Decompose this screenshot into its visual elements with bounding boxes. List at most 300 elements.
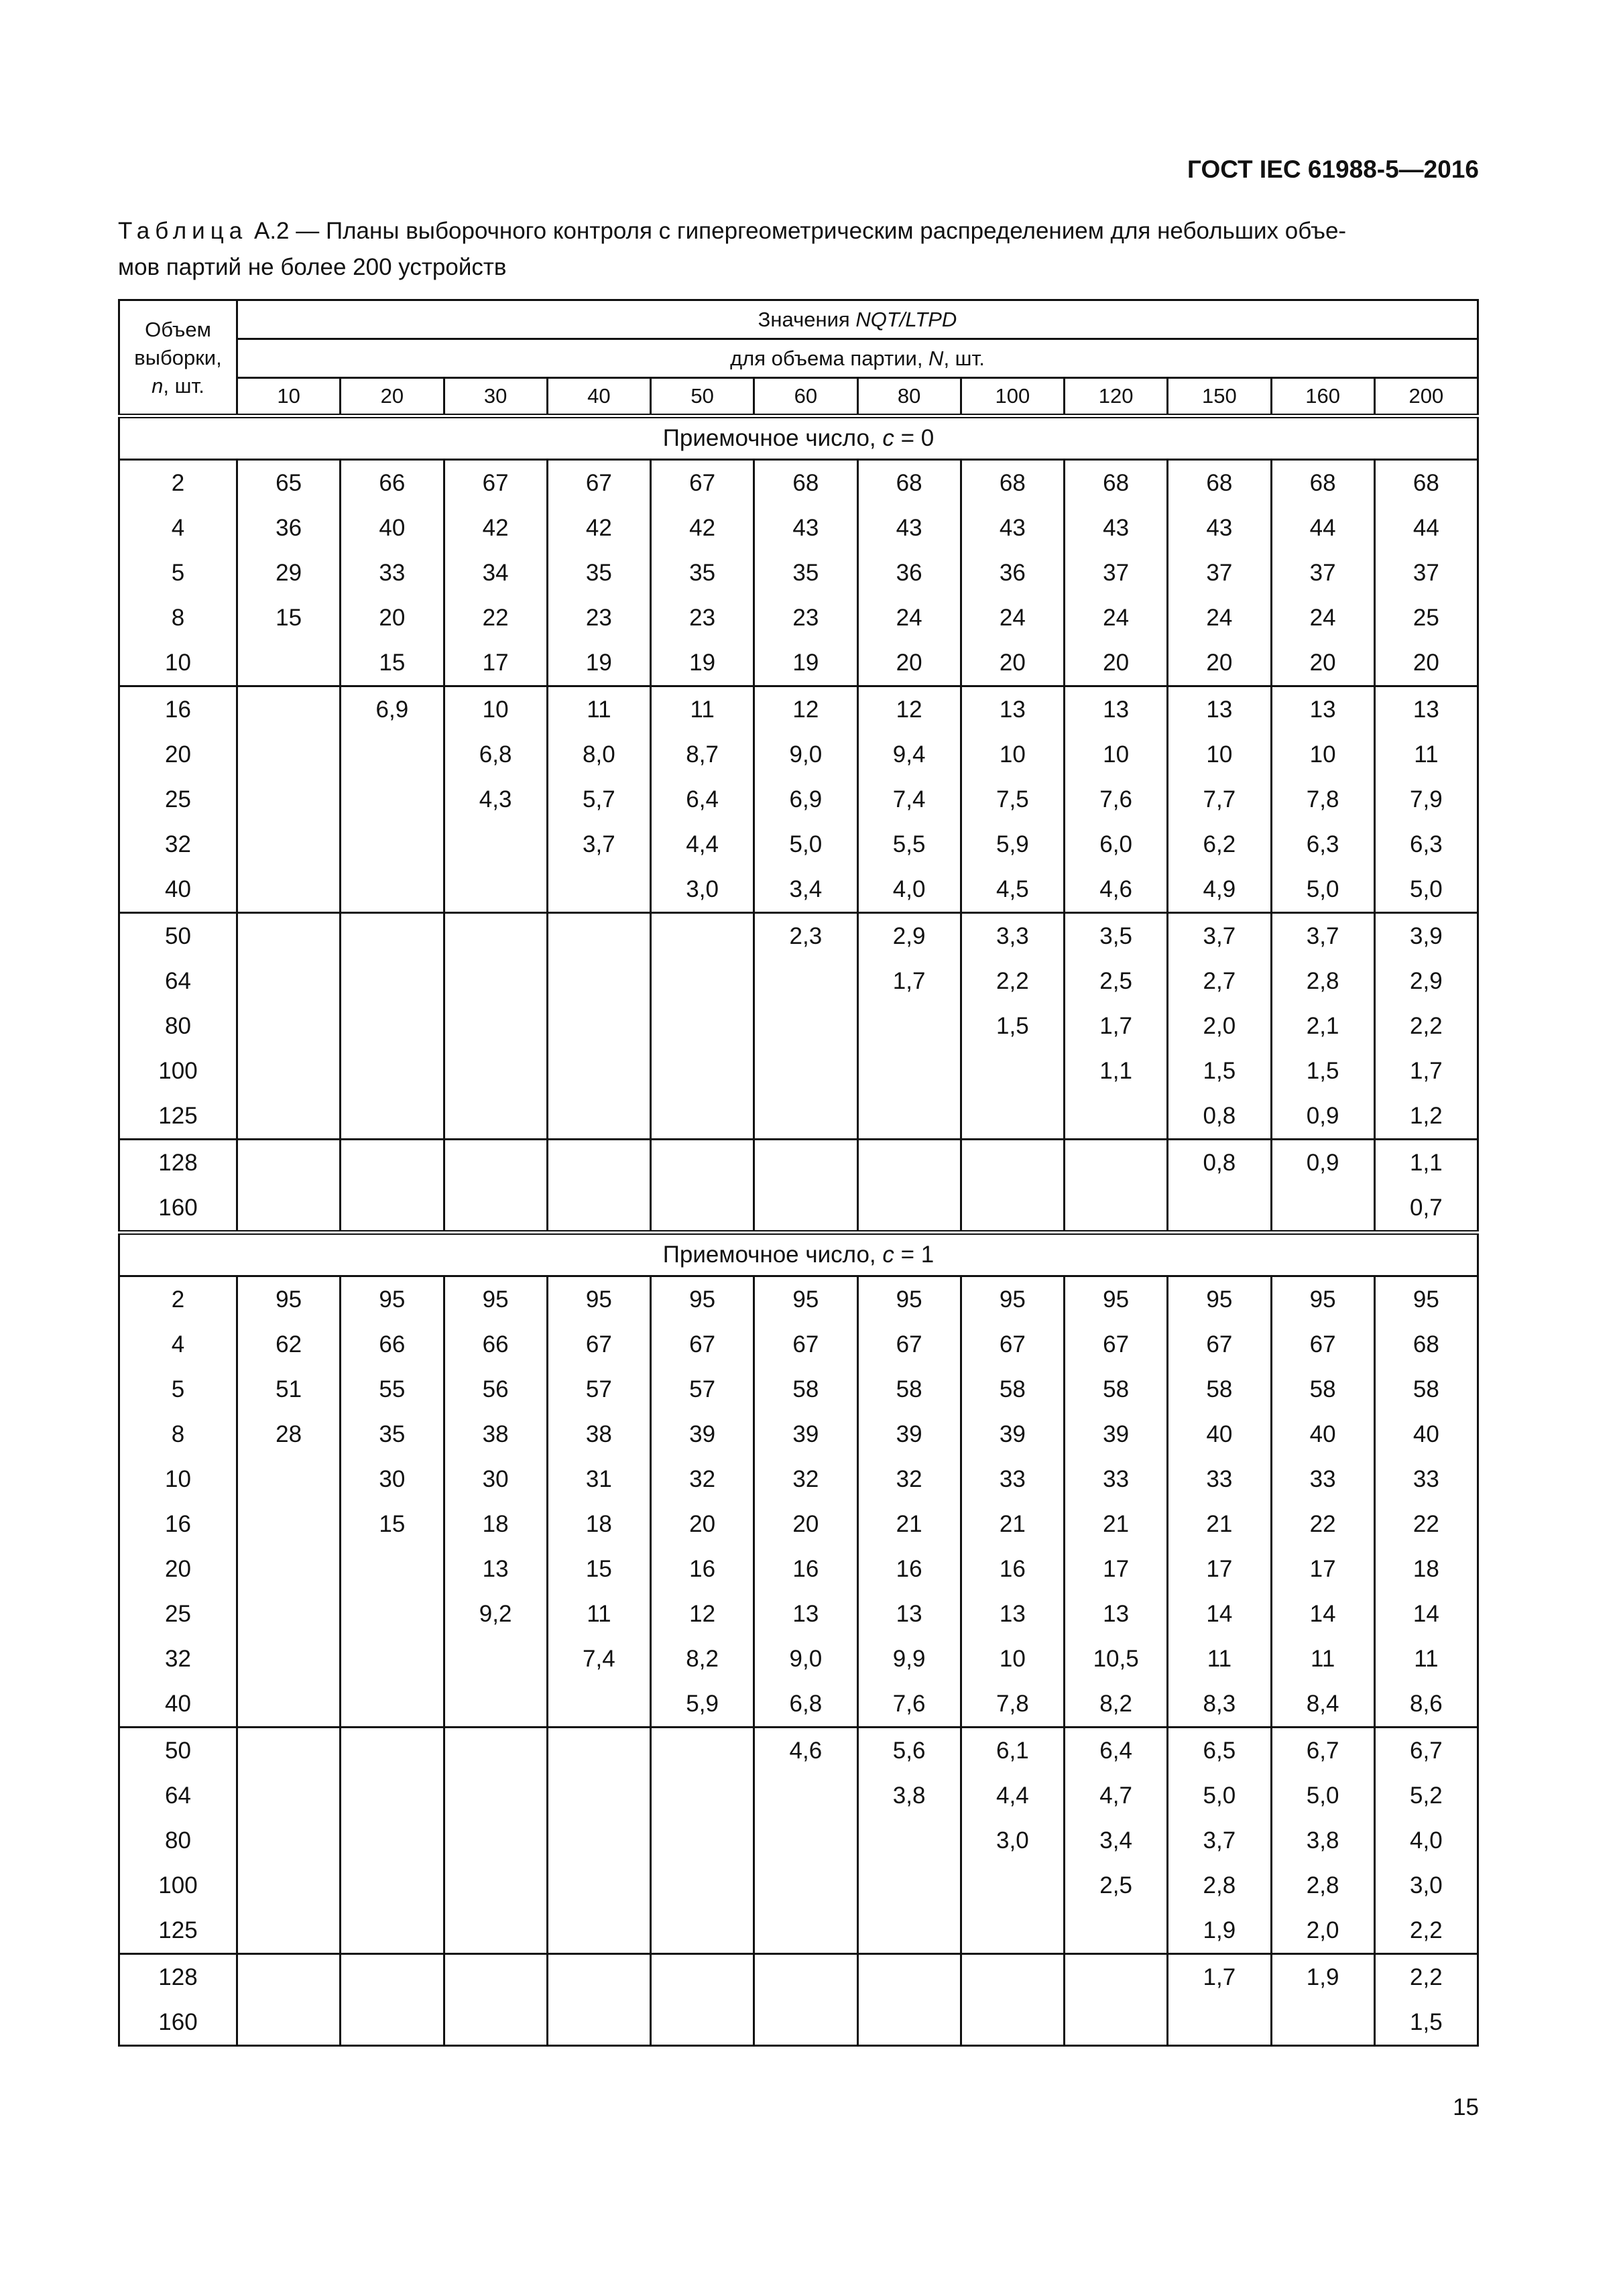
value-cell: 1,5 xyxy=(1168,1048,1271,1093)
value-cell: 13 xyxy=(444,1547,547,1591)
sample-size-cell: 64 xyxy=(119,959,237,1004)
value-cell: 5,5 xyxy=(857,822,961,867)
value-cell xyxy=(444,1773,547,1818)
value-cell xyxy=(341,1547,444,1591)
value-cell: 58 xyxy=(961,1367,1064,1412)
value-cell xyxy=(547,959,650,1004)
value-cell: 68 xyxy=(857,460,961,506)
value-cell: 13 xyxy=(857,1591,961,1636)
sample-size-cell: 5 xyxy=(119,1367,237,1412)
value-cell: 35 xyxy=(651,550,754,595)
sample-size-cell: 40 xyxy=(119,1681,237,1728)
value-cell: 51 xyxy=(237,1367,341,1412)
value-cell: 2,9 xyxy=(1374,959,1478,1004)
value-cell: 1,5 xyxy=(1271,1048,1374,1093)
sample-size-cell: 128 xyxy=(119,1140,237,1186)
values-group-header xyxy=(237,300,1478,339)
table-row xyxy=(119,732,1478,777)
value-cell xyxy=(444,1185,547,1233)
value-cell: 43 xyxy=(754,505,857,550)
table-row xyxy=(119,1773,1478,1818)
value-cell: 4,7 xyxy=(1065,1773,1168,1818)
value-cell: 2,5 xyxy=(1065,959,1168,1004)
sampling-plans-table-wrapper xyxy=(118,299,1479,2047)
value-cell: 67 xyxy=(961,1322,1064,1367)
value-cell: 3,3 xyxy=(961,913,1064,959)
value-cell: 42 xyxy=(651,505,754,550)
value-cell xyxy=(341,1591,444,1636)
sample-size-cell: 128 xyxy=(119,1954,237,2000)
value-cell: 39 xyxy=(651,1412,754,1457)
sample-size-cell: 16 xyxy=(119,1502,237,1547)
value-cell: 10 xyxy=(444,686,547,733)
value-cell: 11 xyxy=(547,1591,650,1636)
value-cell xyxy=(341,1004,444,1048)
value-cell xyxy=(237,913,341,959)
value-cell: 7,6 xyxy=(857,1681,961,1728)
value-cell: 43 xyxy=(857,505,961,550)
value-cell xyxy=(547,867,650,913)
value-cell: 0,9 xyxy=(1271,1140,1374,1186)
value-cell: 55 xyxy=(341,1367,444,1412)
value-cell: 1,7 xyxy=(1374,1048,1478,1093)
table-row xyxy=(119,1048,1478,1093)
value-cell: 22 xyxy=(1374,1502,1478,1547)
value-cell: 6,4 xyxy=(651,777,754,822)
value-cell xyxy=(444,1681,547,1728)
value-cell xyxy=(1271,1185,1374,1233)
value-cell xyxy=(444,913,547,959)
section-title-suffix: = 0 xyxy=(894,425,935,451)
table-row xyxy=(119,1457,1478,1502)
value-cell: 32 xyxy=(754,1457,857,1502)
value-cell: 23 xyxy=(547,595,650,640)
value-cell: 38 xyxy=(444,1412,547,1457)
stub-header xyxy=(119,300,237,416)
sample-size-cell: 80 xyxy=(119,1004,237,1048)
value-cell: 2,0 xyxy=(1168,1004,1271,1048)
value-cell: 4,6 xyxy=(754,1728,857,1774)
stub-header-line1: Объем xyxy=(145,318,211,341)
value-cell xyxy=(754,1773,857,1818)
value-cell: 37 xyxy=(1168,550,1271,595)
sample-size-cell: 20 xyxy=(119,732,237,777)
value-cell xyxy=(237,1004,341,1048)
value-cell xyxy=(547,1773,650,1818)
table-row xyxy=(119,460,1478,506)
value-cell xyxy=(341,2000,444,2046)
value-cell: 18 xyxy=(444,1502,547,1547)
value-cell: 66 xyxy=(341,1322,444,1367)
value-cell: 2,0 xyxy=(1271,1908,1374,1954)
value-cell xyxy=(341,1818,444,1863)
sample-size-cell: 2 xyxy=(119,460,237,506)
value-cell: 6,5 xyxy=(1168,1728,1271,1774)
value-cell xyxy=(341,1728,444,1774)
value-cell: 5,2 xyxy=(1374,1773,1478,1818)
table-row xyxy=(119,505,1478,550)
value-cell: 58 xyxy=(1271,1367,1374,1412)
value-cell: 95 xyxy=(237,1276,341,1323)
value-cell: 37 xyxy=(1271,550,1374,595)
value-cell: 38 xyxy=(547,1412,650,1457)
value-cell xyxy=(341,1140,444,1186)
value-cell xyxy=(961,1185,1064,1233)
value-cell: 7,4 xyxy=(547,1636,650,1681)
value-cell xyxy=(754,1863,857,1908)
value-cell: 13 xyxy=(754,1591,857,1636)
value-cell: 3,9 xyxy=(1374,913,1478,959)
table-body xyxy=(119,416,1478,2046)
value-cell: 11 xyxy=(1374,732,1478,777)
value-cell xyxy=(237,1185,341,1233)
value-cell xyxy=(1065,1908,1168,1954)
table-row xyxy=(119,1591,1478,1636)
value-cell: 2,2 xyxy=(961,959,1064,1004)
value-cell: 15 xyxy=(547,1547,650,1591)
value-cell xyxy=(444,1863,547,1908)
value-cell xyxy=(754,1908,857,1954)
stub-header-var: n xyxy=(152,374,164,398)
value-cell xyxy=(754,1048,857,1093)
value-cell: 9,0 xyxy=(754,732,857,777)
value-cell: 8,3 xyxy=(1168,1681,1271,1728)
section-title-suffix: = 1 xyxy=(894,1242,935,1268)
table-row xyxy=(119,1322,1478,1367)
value-cell xyxy=(237,686,341,733)
value-cell: 14 xyxy=(1374,1591,1478,1636)
value-cell xyxy=(341,1048,444,1093)
value-cell: 19 xyxy=(651,640,754,686)
sample-size-cell: 50 xyxy=(119,913,237,959)
value-cell: 33 xyxy=(1065,1457,1168,1502)
value-cell: 11 xyxy=(1271,1636,1374,1681)
value-cell: 1,5 xyxy=(1374,2000,1478,2046)
value-cell xyxy=(237,1140,341,1186)
value-cell: 58 xyxy=(1168,1367,1271,1412)
value-cell xyxy=(754,1954,857,2000)
value-cell xyxy=(1168,2000,1271,2046)
value-cell: 22 xyxy=(444,595,547,640)
value-cell xyxy=(341,1954,444,2000)
lot-size-header xyxy=(237,339,1478,378)
value-cell: 10,5 xyxy=(1065,1636,1168,1681)
table-row xyxy=(119,777,1478,822)
value-cell xyxy=(961,1908,1064,1954)
table-row xyxy=(119,822,1478,867)
value-cell xyxy=(444,1728,547,1774)
value-cell xyxy=(237,640,341,686)
value-cell xyxy=(237,777,341,822)
value-cell: 1,1 xyxy=(1065,1048,1168,1093)
value-cell xyxy=(547,913,650,959)
value-cell xyxy=(857,1093,961,1140)
value-cell: 0,8 xyxy=(1168,1140,1271,1186)
value-cell: 95 xyxy=(857,1276,961,1323)
value-cell xyxy=(754,959,857,1004)
value-cell: 2,1 xyxy=(1271,1004,1374,1048)
lot-size-column-header: 160 xyxy=(1271,378,1374,416)
value-cell xyxy=(237,1591,341,1636)
value-cell: 20 xyxy=(961,640,1064,686)
value-cell: 2,2 xyxy=(1374,1908,1478,1954)
value-cell xyxy=(341,959,444,1004)
value-cell: 68 xyxy=(1271,460,1374,506)
value-cell: 67 xyxy=(547,1322,650,1367)
value-cell xyxy=(237,1908,341,1954)
value-cell: 95 xyxy=(1271,1276,1374,1323)
value-cell xyxy=(444,1818,547,1863)
value-cell xyxy=(237,2000,341,2046)
lot-size-column-header: 10 xyxy=(237,378,341,416)
value-cell: 67 xyxy=(1271,1322,1374,1367)
lot-size-column-header: 120 xyxy=(1065,378,1168,416)
table-row xyxy=(119,1954,1478,2000)
value-cell: 67 xyxy=(1065,1322,1168,1367)
value-cell: 20 xyxy=(1065,640,1168,686)
value-cell xyxy=(341,777,444,822)
value-cell xyxy=(547,1908,650,1954)
value-cell xyxy=(651,1863,754,1908)
value-cell: 21 xyxy=(1168,1502,1271,1547)
value-cell: 44 xyxy=(1374,505,1478,550)
value-cell: 39 xyxy=(1065,1412,1168,1457)
sample-size-cell: 160 xyxy=(119,1185,237,1233)
value-cell: 19 xyxy=(547,640,650,686)
value-cell: 68 xyxy=(961,460,1064,506)
section-title-var: c xyxy=(882,1242,894,1268)
sample-size-cell: 20 xyxy=(119,1547,237,1591)
value-cell: 4,0 xyxy=(857,867,961,913)
value-cell: 3,0 xyxy=(651,867,754,913)
lot-size-row xyxy=(119,378,1478,416)
value-cell xyxy=(961,2000,1064,2046)
table-row xyxy=(119,1093,1478,1140)
section-title-prefix: Приемочное число, xyxy=(662,425,883,451)
value-cell: 7,7 xyxy=(1168,777,1271,822)
value-cell xyxy=(547,1093,650,1140)
value-cell: 4,3 xyxy=(444,777,547,822)
value-cell: 0,9 xyxy=(1271,1093,1374,1140)
value-cell: 5,0 xyxy=(1271,1773,1374,1818)
value-cell: 17 xyxy=(1065,1547,1168,1591)
value-cell: 1,5 xyxy=(961,1004,1064,1048)
value-cell: 6,2 xyxy=(1168,822,1271,867)
lot-size-column-header: 40 xyxy=(547,378,650,416)
value-cell: 68 xyxy=(1168,460,1271,506)
value-cell xyxy=(444,1004,547,1048)
lot-size-column-header: 20 xyxy=(341,378,444,416)
caption-line2: мов партий не более 200 устройств xyxy=(118,254,507,280)
value-cell: 6,4 xyxy=(1065,1728,1168,1774)
table-row xyxy=(119,640,1478,686)
value-cell xyxy=(237,1863,341,1908)
value-cell: 3,4 xyxy=(754,867,857,913)
value-cell: 19 xyxy=(754,640,857,686)
value-cell xyxy=(444,1048,547,1093)
value-cell xyxy=(444,822,547,867)
value-cell: 95 xyxy=(1065,1276,1168,1323)
value-cell: 21 xyxy=(1065,1502,1168,1547)
value-cell: 5,9 xyxy=(651,1681,754,1728)
value-cell xyxy=(651,2000,754,2046)
table-row xyxy=(119,1004,1478,1048)
value-cell: 67 xyxy=(1168,1322,1271,1367)
value-cell: 95 xyxy=(444,1276,547,1323)
value-cell: 33 xyxy=(341,550,444,595)
value-cell: 95 xyxy=(1374,1276,1478,1323)
value-cell: 68 xyxy=(1374,460,1478,506)
value-cell: 1,7 xyxy=(1168,1954,1271,2000)
value-cell: 7,6 xyxy=(1065,777,1168,822)
value-cell: 2,8 xyxy=(1271,1863,1374,1908)
caption-line1: — Планы выборочного контроля с гипергеометрическим распределением для небольших объе- xyxy=(289,218,1347,244)
value-cell xyxy=(651,1908,754,1954)
value-cell xyxy=(547,1818,650,1863)
value-cell xyxy=(444,1908,547,1954)
value-cell: 24 xyxy=(1168,595,1271,640)
value-cell: 16 xyxy=(961,1547,1064,1591)
value-cell: 57 xyxy=(651,1367,754,1412)
value-cell: 29 xyxy=(237,550,341,595)
caption-label: Таблица xyxy=(118,218,248,244)
sample-size-cell: 40 xyxy=(119,867,237,913)
value-cell: 6,3 xyxy=(1271,822,1374,867)
value-cell: 3,7 xyxy=(547,822,650,867)
table-row xyxy=(119,1818,1478,1863)
values-group-prefix: Значения xyxy=(758,307,856,331)
value-cell xyxy=(237,1728,341,1774)
value-cell: 6,7 xyxy=(1271,1728,1374,1774)
value-cell xyxy=(754,1140,857,1186)
value-cell: 12 xyxy=(754,686,857,733)
value-cell: 15 xyxy=(341,1502,444,1547)
value-cell xyxy=(857,1863,961,1908)
value-cell: 5,7 xyxy=(547,777,650,822)
value-cell: 35 xyxy=(754,550,857,595)
value-cell: 21 xyxy=(857,1502,961,1547)
value-cell xyxy=(444,1093,547,1140)
value-cell: 20 xyxy=(1271,640,1374,686)
value-cell xyxy=(547,1954,650,2000)
value-cell: 39 xyxy=(754,1412,857,1457)
value-cell xyxy=(341,913,444,959)
value-cell: 67 xyxy=(857,1322,961,1367)
lot-size-column-header: 60 xyxy=(754,378,857,416)
value-cell: 2,2 xyxy=(1374,1954,1478,2000)
value-cell xyxy=(237,867,341,913)
value-cell: 11 xyxy=(547,686,650,733)
value-cell xyxy=(237,959,341,1004)
value-cell: 62 xyxy=(237,1322,341,1367)
value-cell: 5,0 xyxy=(1168,1773,1271,1818)
value-cell: 20 xyxy=(857,640,961,686)
value-cell: 1,9 xyxy=(1271,1954,1374,2000)
value-cell: 13 xyxy=(961,1591,1064,1636)
table-row xyxy=(119,1367,1478,1412)
value-cell xyxy=(651,1954,754,2000)
value-cell: 7,4 xyxy=(857,777,961,822)
value-cell xyxy=(651,913,754,959)
sample-size-cell: 10 xyxy=(119,1457,237,1502)
value-cell xyxy=(1065,2000,1168,2046)
value-cell xyxy=(857,1140,961,1186)
value-cell xyxy=(547,1140,650,1186)
sample-size-cell: 4 xyxy=(119,1322,237,1367)
value-cell: 2,9 xyxy=(857,913,961,959)
value-cell: 39 xyxy=(857,1412,961,1457)
value-cell xyxy=(754,2000,857,2046)
value-cell: 13 xyxy=(1271,686,1374,733)
value-cell xyxy=(651,959,754,1004)
value-cell xyxy=(857,1818,961,1863)
value-cell: 25 xyxy=(1374,595,1478,640)
value-cell: 5,0 xyxy=(1374,867,1478,913)
value-cell: 10 xyxy=(961,1636,1064,1681)
lot-size-var: N xyxy=(928,346,944,370)
value-cell: 3,7 xyxy=(1168,913,1271,959)
value-cell xyxy=(547,1185,650,1233)
value-cell: 56 xyxy=(444,1367,547,1412)
value-cell: 11 xyxy=(651,686,754,733)
value-cell xyxy=(341,1681,444,1728)
value-cell: 40 xyxy=(1271,1412,1374,1457)
value-cell: 4,4 xyxy=(961,1773,1064,1818)
value-cell xyxy=(857,2000,961,2046)
value-cell xyxy=(547,2000,650,2046)
value-cell: 6,9 xyxy=(754,777,857,822)
value-cell: 30 xyxy=(444,1457,547,1502)
value-cell xyxy=(547,1728,650,1774)
value-cell xyxy=(1271,2000,1374,2046)
table-row xyxy=(119,1185,1478,1233)
value-cell: 95 xyxy=(961,1276,1064,1323)
value-cell: 7,9 xyxy=(1374,777,1478,822)
value-cell xyxy=(961,1140,1064,1186)
value-cell: 0,7 xyxy=(1374,1185,1478,1233)
value-cell: 37 xyxy=(1065,550,1168,595)
value-cell: 24 xyxy=(961,595,1064,640)
value-cell xyxy=(857,1908,961,1954)
value-cell: 6,0 xyxy=(1065,822,1168,867)
value-cell: 66 xyxy=(444,1322,547,1367)
value-cell xyxy=(547,1004,650,1048)
value-cell xyxy=(237,1773,341,1818)
value-cell xyxy=(237,1681,341,1728)
table-row xyxy=(119,2000,1478,2046)
value-cell xyxy=(754,1093,857,1140)
value-cell: 6,7 xyxy=(1374,1728,1478,1774)
value-cell: 28 xyxy=(237,1412,341,1457)
section-title xyxy=(119,416,1478,460)
section-title xyxy=(119,1233,1478,1276)
table-row xyxy=(119,1636,1478,1681)
value-cell xyxy=(961,1048,1064,1093)
value-cell: 13 xyxy=(961,686,1064,733)
value-cell xyxy=(547,1863,650,1908)
table-row xyxy=(119,1728,1478,1774)
table-row xyxy=(119,1863,1478,1908)
sample-size-cell: 4 xyxy=(119,505,237,550)
value-cell: 9,2 xyxy=(444,1591,547,1636)
value-cell: 31 xyxy=(547,1457,650,1502)
value-cell xyxy=(237,1093,341,1140)
value-cell: 16 xyxy=(754,1547,857,1591)
value-cell: 8,0 xyxy=(547,732,650,777)
value-cell xyxy=(341,732,444,777)
sample-size-cell: 16 xyxy=(119,686,237,733)
section-row xyxy=(119,416,1478,460)
